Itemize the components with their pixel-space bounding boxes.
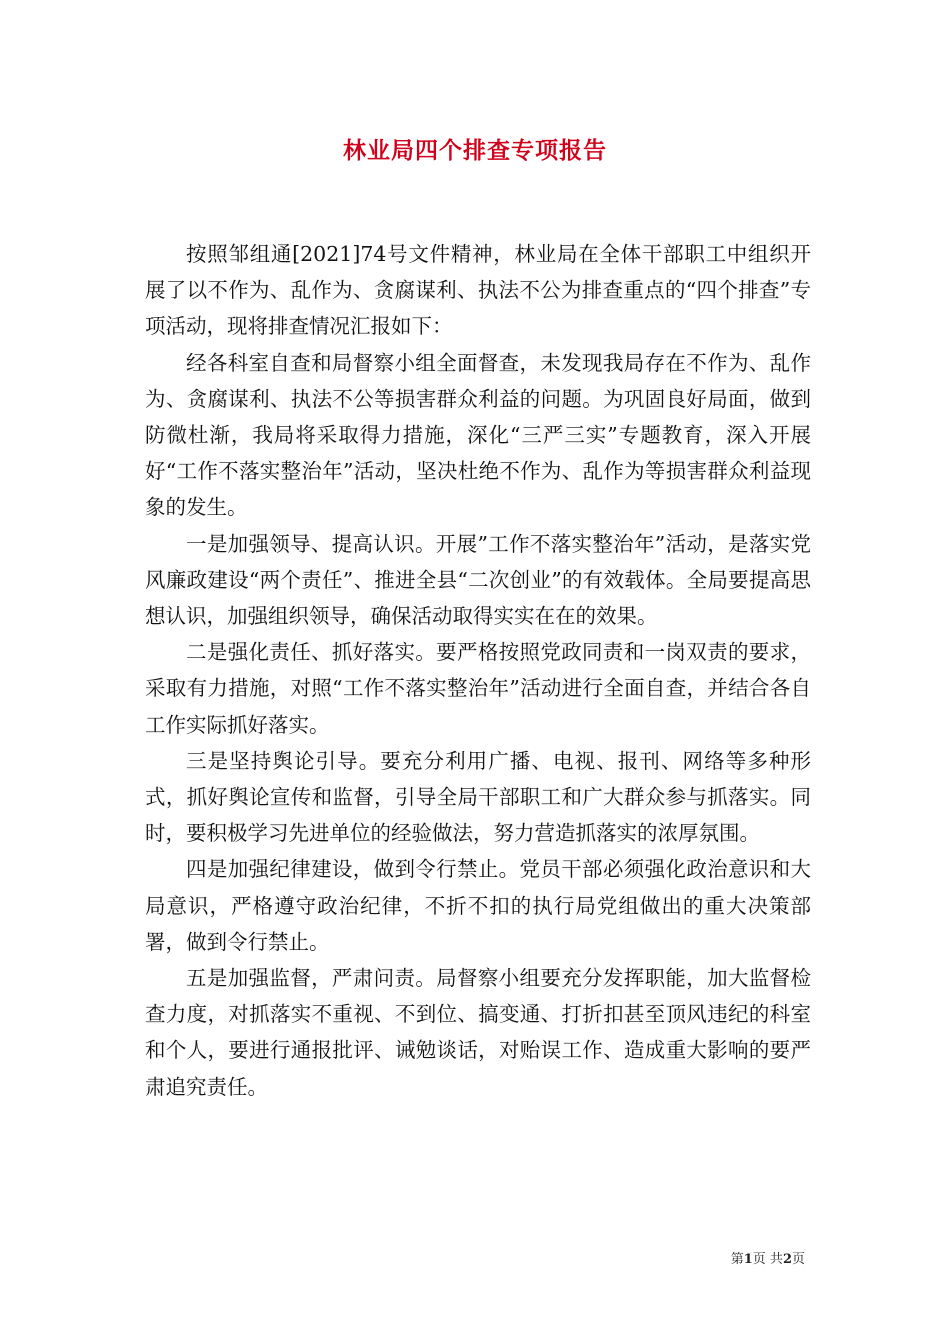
paragraph-measure-4: 四是加强纪律建设，做到令行禁止。党员干部必须强化政治意识和大局意识，严格遵守政治纪律，不折不扣的执行局党组做出的重大决策部署，做到令行禁止。 [145,857,811,954]
document-title: 林业局四个排查专项报告 [343,137,607,164]
current-page-number: 1 [743,1252,753,1267]
total-pages-number: 2 [782,1252,792,1267]
document-body [145,236,811,1105]
paragraph-measure-3: 三是坚持舆论引导。要充分利用广播、电视、报刊、网络等多种形式，抓好舆论宣传和监督，引导全局干部职工和广大群众参与抓落实。同时，要积极学习先进单位的经验做法，努力营造抓落实的浓厚氛围。 [145,748,811,846]
footer-suffix: 页 [791,1252,805,1267]
paragraph-findings: 经各科室自查和局督察小组全面督查，未发现我局存在不作为、乱作为、贪腐谋利、执法不公等损害群众利益的问题。为巩固良好局面，做到防微杜渐，我局将采取得力措施，深化“三严三实”专题教育，深入开展好“工作不落实整治年”活动，坚决杜绝不作为、乱作为等损害群众利益现象的发生。 [145,350,811,520]
footer-middle: 页 共 [752,1252,783,1267]
footer-prefix: 第 [730,1252,744,1267]
paragraph-measure-5: 五是加强监督，严肃问责。局督察小组要充分发挥职能，加大监督检查力度，对抓落实不重视、不到位、搞变通、打折扣甚至顶风违纪的科室和个人，要进行通报批评、诫勉谈话，对贻误工作、造成重大影响的要严肃追究责任。 [145,966,811,1099]
paragraph-measure-2: 二是强化责任、抓好落实。要严格按照党政同责和一岗双责的要求，采取有力措施，对照“工作不落实整治年”活动进行全面自查，并结合各自工作实际抓好落实。 [145,640,811,737]
paragraph-intro: 按照邹组通[2021]74号文件精神，林业局在全体干部职工中组织开展了以不作为、乱作为、贪腐谋利、执法不公为排查重点的“四个排查”专项活动，现将排查情况汇报如下： [145,242,811,339]
page-number-footer [731,1248,805,1267]
paragraph-measure-1: 一是加强领导、提高认识。开展”工作不落实整治年”活动，是落实党风廉政建设“两个责任”、推进全县“二次创业”的有效载体。全局要提高思想认识，加强组织领导，确保活动取得实实在在的效果。 [145,531,811,629]
